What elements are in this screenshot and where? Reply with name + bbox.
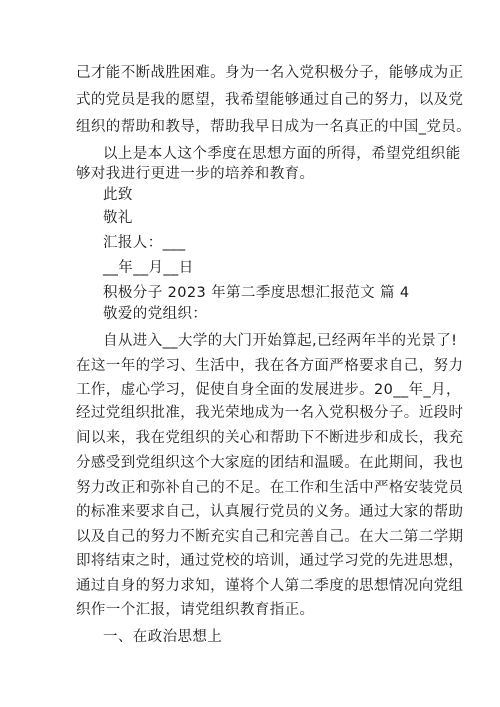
text-line: 够对我进行更进一步的培养和教育。 bbox=[76, 166, 315, 182]
text-line: 通过自身的努力求知，谨将个人第二季度的思想情况向党组 bbox=[76, 578, 464, 594]
text-line: 以上是本人这个季度在思想方面的所得，希望党组织能 bbox=[103, 146, 461, 162]
salutation-line: 敬礼 bbox=[103, 210, 133, 226]
text-line: 即将结束之时，通过党校的培训，通过学习党的先进思想， bbox=[76, 553, 464, 569]
text-line: 组织的帮助和教导，帮助我早日成为一名真正的中国_党员。 bbox=[76, 119, 472, 135]
date-line: __年__月__日 bbox=[103, 260, 194, 276]
text-line: 己才能不断战胜困难。身为一名入党积极分子，能够成为正 bbox=[76, 65, 464, 81]
text-line: 在这一年的学习、生活中，我在各方面严格要求自己，努力 bbox=[76, 358, 464, 374]
text-line: 分感受到党组织这个大家庭的团结和温暖。在此期间，我也 bbox=[76, 455, 464, 471]
text-line: 织作一个汇报，请党组织教育指正。 bbox=[76, 602, 315, 618]
text-line: 自从进入__大学的大门开始算起,已经两年半的光景了! bbox=[103, 333, 458, 349]
text-line: 式的党员是我的愿望，我希望能够通过自己的努力，以及党 bbox=[76, 92, 464, 108]
salutation-line: 此致 bbox=[103, 187, 133, 203]
text-line: 以及自己的努力不断充实自己和完善自己。在大二第二学期 bbox=[76, 529, 464, 545]
section-title: 积极分子 2023 年第二季度思想汇报范文 篇 4 bbox=[103, 285, 410, 301]
text-line: 工作，虚心学习，促使自身全面的发展进步。20__年_月， bbox=[76, 382, 461, 398]
text-line: 的标准来要求自己，认真履行党员的义务。通过大家的帮助 bbox=[76, 504, 464, 520]
section-heading: 一、在政治思想上 bbox=[103, 629, 223, 645]
text-line: 间以来，我在党组织的关心和帮助下不断进步和成长，我充 bbox=[76, 430, 464, 446]
text-line: 努力改正和弥补自己的不足。在工作和生活中严格安装党员 bbox=[76, 480, 464, 496]
text-line: 经过党组织批准，我光荣地成为一名入党积极分子。近段时 bbox=[76, 405, 464, 421]
greeting-line: 敬爱的党组织： bbox=[103, 306, 208, 322]
reporter-line: 汇报人：___ bbox=[103, 235, 186, 251]
